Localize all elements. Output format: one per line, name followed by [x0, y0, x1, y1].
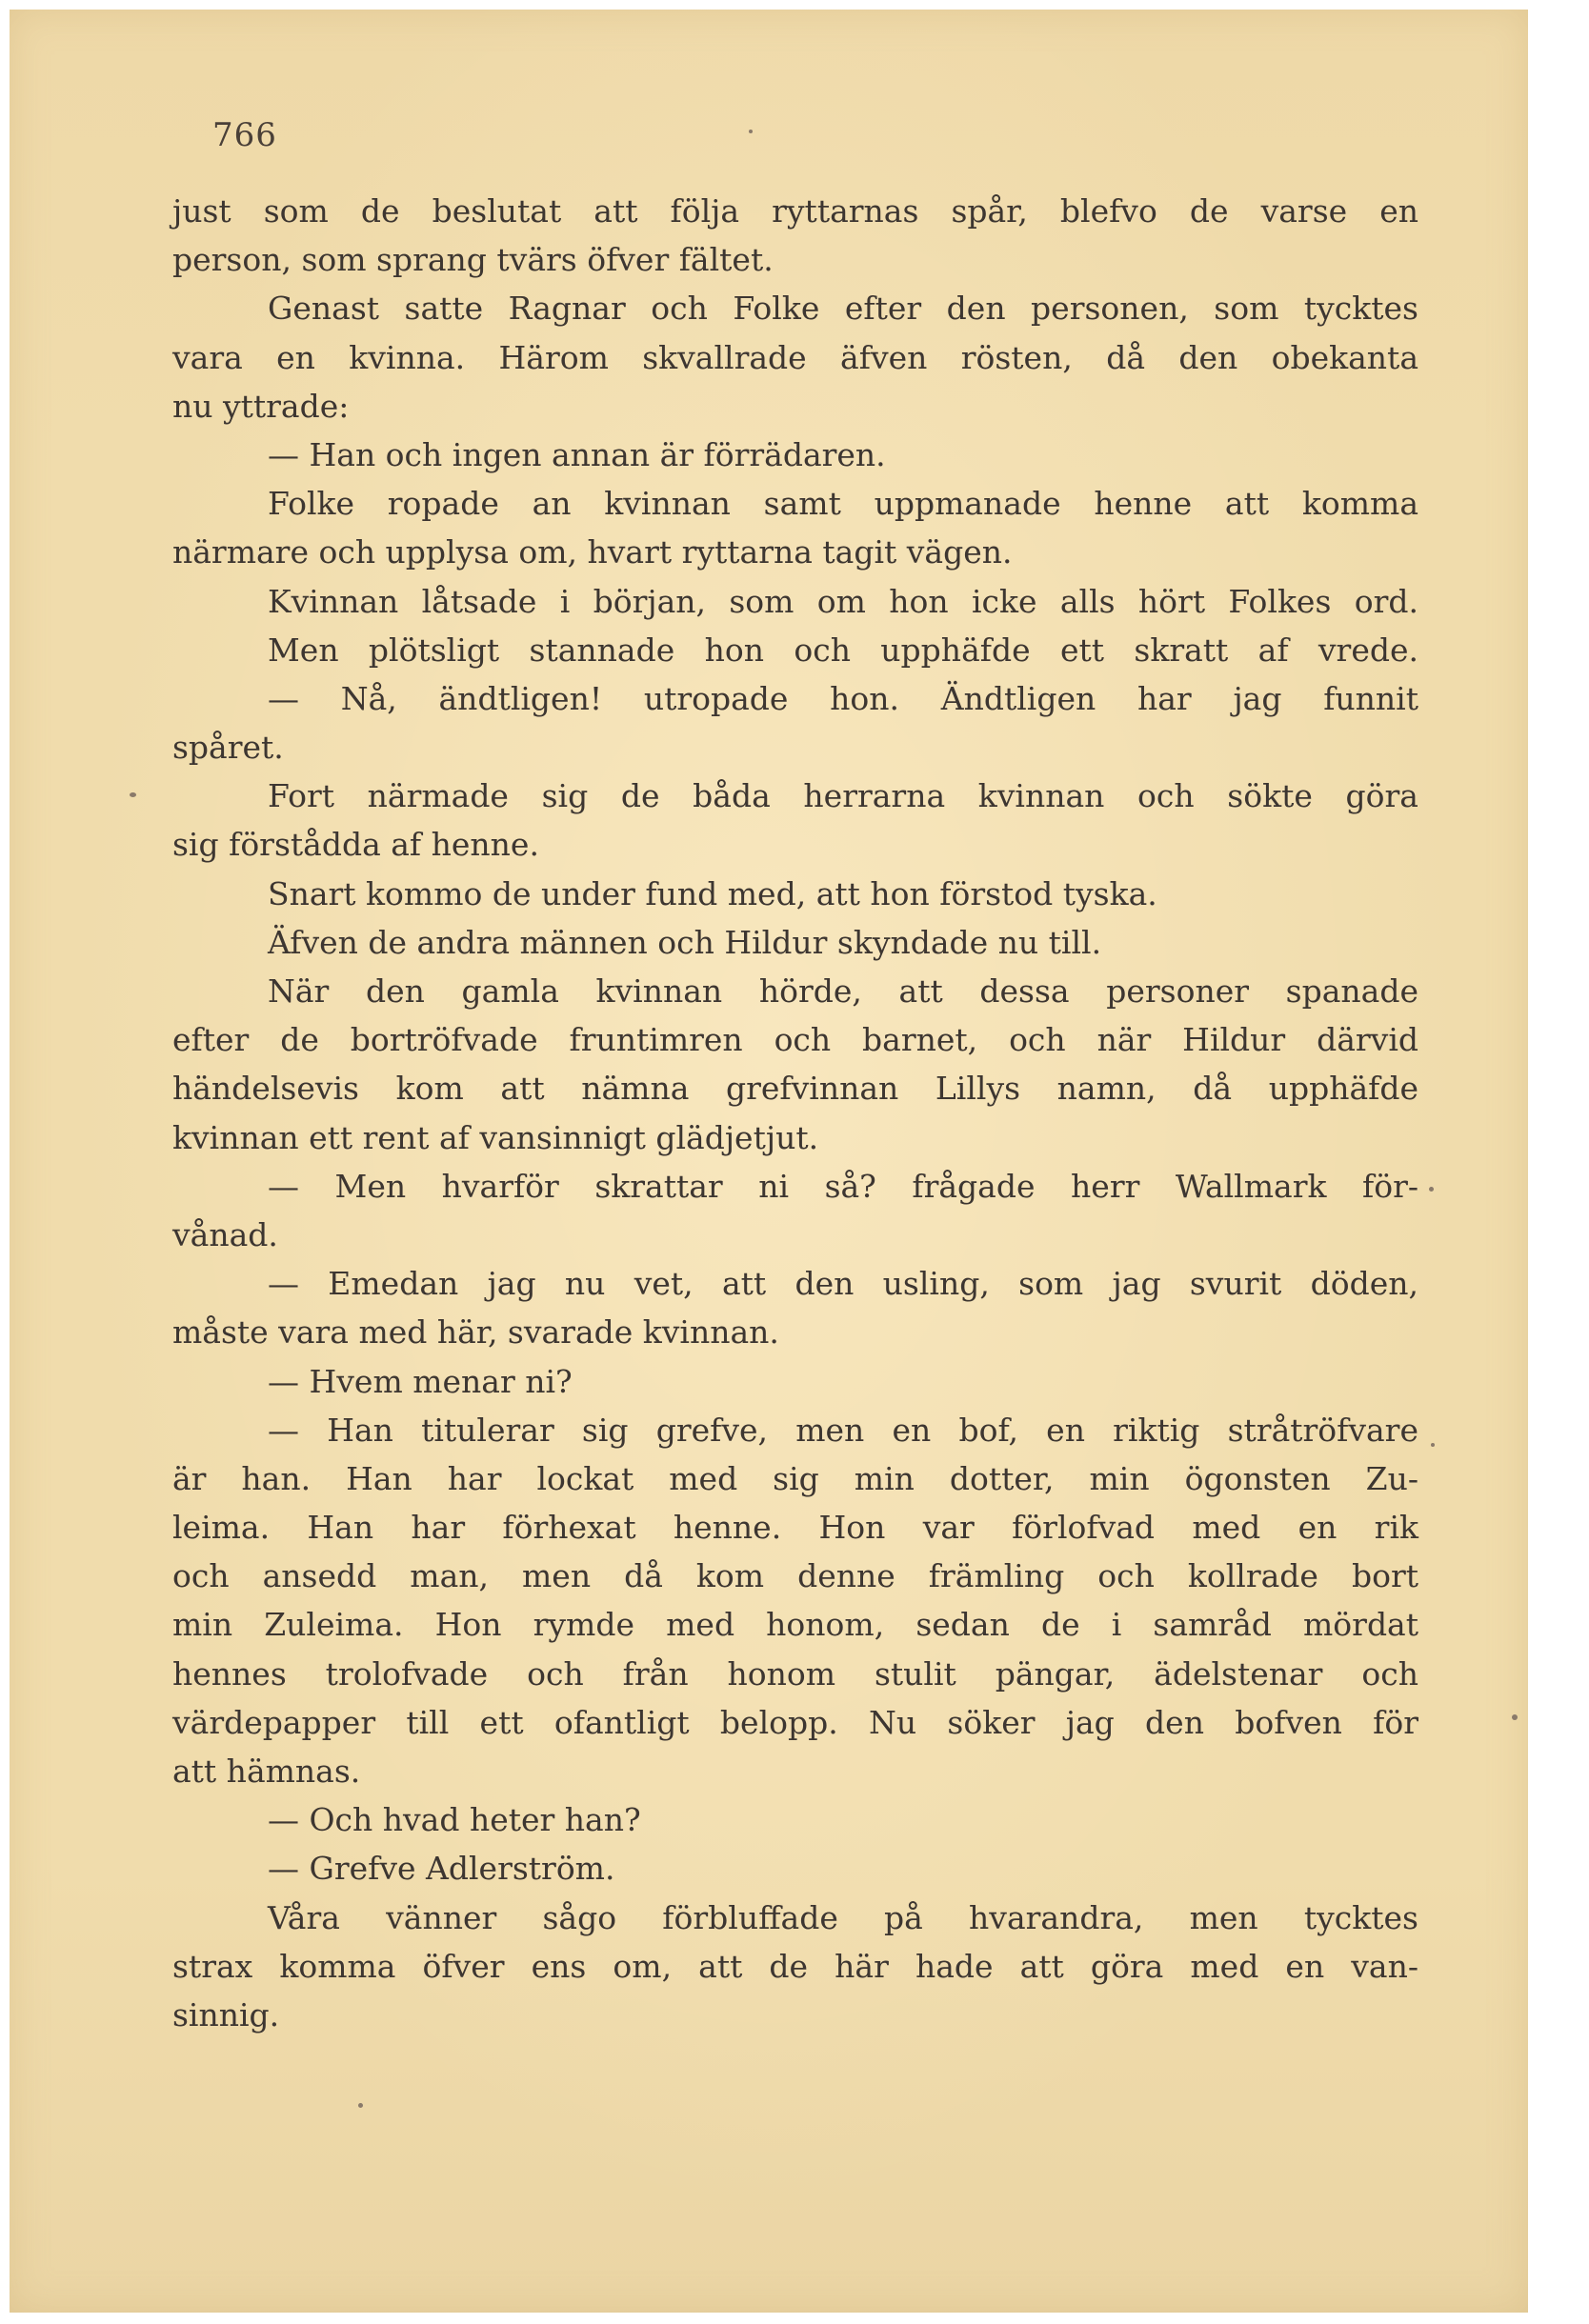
- text-line: — Grefve Adlerström.: [268, 1850, 615, 1888]
- text-line: närmare och upplysa om, hvart ryttarna tagit vägen.: [172, 533, 1013, 571]
- text-line: — Men hvarför skrattar ni så? frågade herr Wallmark för-: [268, 1167, 1418, 1205]
- paper-speck: [358, 2103, 363, 2108]
- paper-speck: [1429, 1187, 1434, 1192]
- text-line: är han. Han har lockat med sig min dotter, min ögonsten Zu-: [172, 1459, 1418, 1497]
- text-line: nu yttrade:: [172, 387, 350, 425]
- text-line: Genast satte Ragnar och Folke efter den personen, som tycktes: [268, 290, 1418, 328]
- text-line: måste vara med här, svarade kvinnan.: [172, 1313, 779, 1352]
- text-line: Kvinnan låtsade i början, som om hon icke alls hört Folkes ord.: [268, 582, 1418, 620]
- text-line: just som de beslutat att följa ryttarnas spår, blefvo de varse en: [172, 192, 1418, 230]
- text-line: — Nå, ändtligen! utropade hon. Ändtligen har jag funnit: [268, 679, 1418, 717]
- text-line: hennes trolofvade och från honom stulit pängar, ädelstenar och: [172, 1654, 1418, 1693]
- text-line: händelsevis kom att nämna grefvinnan Lillys namn, då upphäfde: [172, 1070, 1418, 1108]
- text-line: kvinnan ett rent af vansinnigt glädjetjut.: [172, 1118, 819, 1156]
- text-line: leima. Han har förhexat henne. Hon var förlofvad med en rik: [172, 1509, 1418, 1547]
- text-line: sig förstådda af henne.: [172, 826, 539, 864]
- text-line: — Han och ingen annan är förrädaren.: [268, 435, 886, 473]
- text-line: Snart kommo de under fund med, att hon förstod tyska.: [268, 874, 1157, 912]
- text-line: Folke ropade an kvinnan samt uppmanade henne att komma: [268, 485, 1418, 523]
- text-line: — Han titulerar sig grefve, men en bof, en riktig stråtröfvare: [268, 1411, 1418, 1449]
- text-line: vara en kvinna. Härom skvallrade äfven rösten, då den obekanta: [172, 338, 1418, 376]
- text-line: Våra vänner sågo förbluffade på hvarandra, men tycktes: [268, 1898, 1418, 1936]
- paper-speck: [749, 130, 753, 133]
- text-line: När den gamla kvinnan hörde, att dessa personer spanade: [268, 972, 1418, 1010]
- text-line: — Hvem menar ni?: [268, 1362, 573, 1400]
- text-line: värdepapper till ett ofantligt belopp. Nu söker jag den bofven för: [172, 1703, 1418, 1741]
- text-line: vånad.: [172, 1215, 278, 1253]
- text-line: att hämnas.: [172, 1753, 361, 1790]
- page-number: 766: [212, 116, 277, 154]
- text-line: sinnig.: [172, 1995, 280, 2034]
- text-line: person, som sprang tvärs öfver fältet.: [172, 241, 774, 279]
- book-page: [10, 10, 1528, 2313]
- text-line: Fort närmade sig de båda herrarna kvinnan och sökte göra: [268, 777, 1418, 815]
- paper-speck: [1512, 1714, 1518, 1720]
- text-line: Äfven de andra männen och Hildur skyndade nu till.: [268, 923, 1102, 961]
- text-line: och ansedd man, men då kom denne främling och kollrade bort: [172, 1557, 1418, 1595]
- body-text: [172, 187, 1418, 2039]
- text-line: Men plötsligt stannade hon och upphäfde ett skratt af vrede.: [268, 631, 1418, 669]
- text-line: efter de bortröfvade fruntimren och barnet, och när Hildur därvid: [172, 1021, 1418, 1059]
- paper-speck: [130, 792, 136, 797]
- text-line: strax komma öfver ens om, att de här hade att göra med en van-: [172, 1947, 1418, 1985]
- paper-speck: [1431, 1443, 1435, 1447]
- text-line: — Och hvad heter han?: [268, 1801, 641, 1839]
- text-line: spåret.: [172, 729, 284, 767]
- text-line: min Zuleima. Hon rymde med honom, sedan de i samråd mördat: [172, 1606, 1418, 1644]
- text-line: — Emedan jag nu vet, att den usling, som jag svurit döden,: [268, 1265, 1418, 1303]
